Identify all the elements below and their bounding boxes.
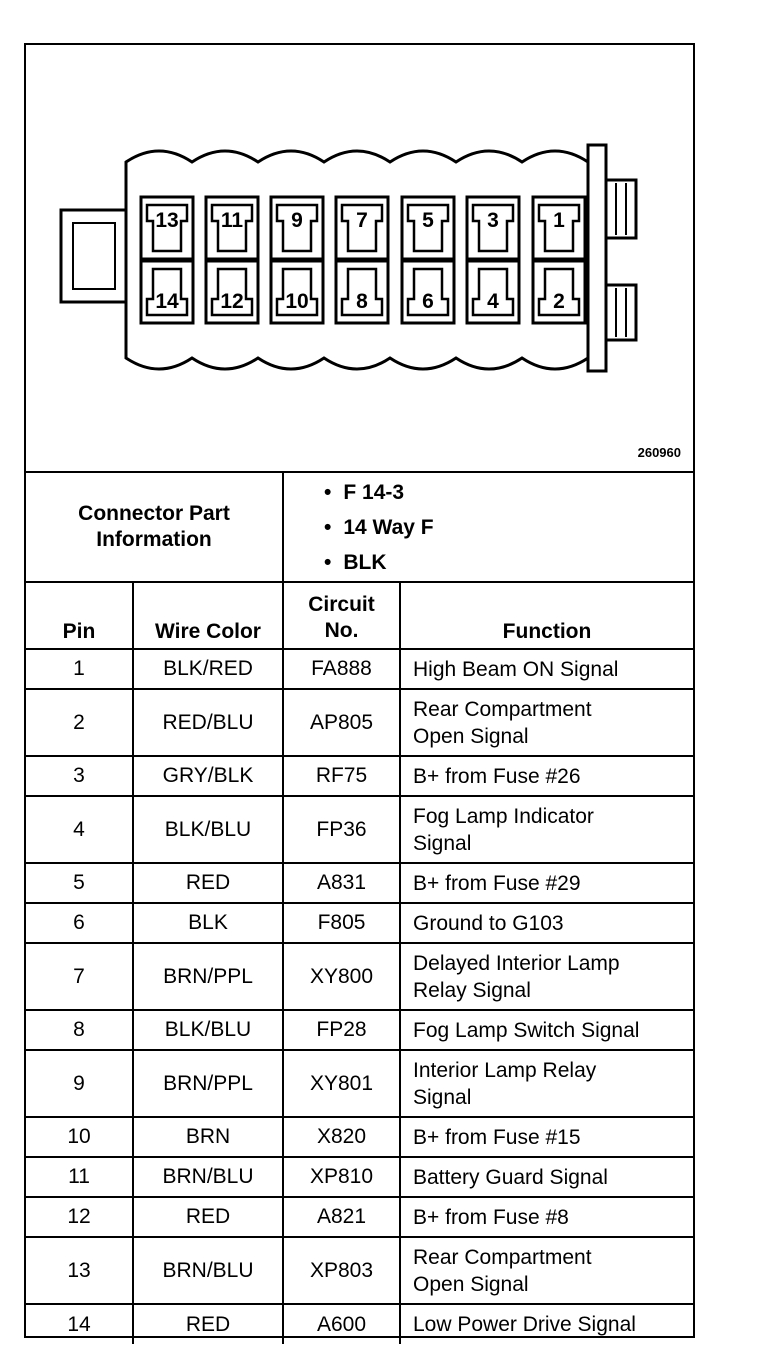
function-line: Open Signal — [413, 1272, 529, 1296]
circuit-cell: F805 — [283, 903, 400, 943]
wire-color-cell: BLK/BLU — [133, 1010, 283, 1050]
pin-number-label: 5 — [422, 209, 434, 232]
header-circuit-line1: Circuit — [308, 593, 375, 616]
wire-color-cell: BLK/RED — [133, 649, 283, 689]
function-line: Signal — [413, 831, 472, 855]
circuit-cell: A831 — [283, 863, 400, 903]
pin-number-label: 14 — [155, 290, 179, 313]
pin-number-label: 8 — [356, 290, 368, 313]
function-line: Interior Lamp Relay — [413, 1058, 597, 1082]
connector-info-label-line2: Information — [96, 528, 212, 551]
table-row — [26, 1304, 693, 1344]
pin-cavity-14 — [141, 261, 193, 323]
function-line: Fog Lamp Indicator — [413, 804, 594, 828]
function-cell — [400, 1157, 693, 1197]
circuit-cell: FP36 — [283, 796, 400, 863]
function-cell — [400, 1117, 693, 1157]
wire-color-cell: BRN/BLU — [133, 1157, 283, 1197]
wire-color-cell: BLK/BLU — [133, 796, 283, 863]
table-row — [26, 863, 693, 903]
pin-number-label: 11 — [220, 209, 244, 232]
table-row — [26, 943, 693, 1010]
pin-cell: 7 — [26, 943, 133, 1010]
function-line: Signal — [413, 1085, 472, 1109]
pin-cavity-13 — [141, 197, 193, 259]
pin-cavity-4 — [467, 261, 519, 323]
circuit-cell: XP810 — [283, 1157, 400, 1197]
function-cell — [400, 689, 693, 756]
header-function: Function — [400, 582, 693, 649]
wire-color-cell: BRN/PPL — [133, 943, 283, 1010]
pin-cell: 2 — [26, 689, 133, 756]
function-line: Delayed Interior Lamp — [413, 951, 620, 975]
header-circuit-line2: No. — [324, 619, 359, 642]
pin-cell: 14 — [26, 1304, 133, 1344]
connector-info-label — [26, 472, 283, 582]
pin-number-label: 4 — [487, 290, 499, 313]
function-line: B+ from Fuse #8 — [413, 1205, 569, 1229]
function-cell — [400, 943, 693, 1010]
wire-color-cell: RED — [133, 1197, 283, 1237]
circuit-cell: FA888 — [283, 649, 400, 689]
function-cell — [400, 1010, 693, 1050]
pin-cavity-12 — [206, 261, 258, 323]
header-circuit-no — [283, 582, 400, 649]
circuit-cell: XP803 — [283, 1237, 400, 1304]
function-line: Ground to G103 — [413, 911, 564, 935]
wire-color-cell: RED — [133, 863, 283, 903]
function-line: B+ from Fuse #29 — [413, 871, 581, 895]
connector-info-label-line1: Connector Part — [78, 502, 230, 525]
function-cell — [400, 863, 693, 903]
function-line: Open Signal — [413, 724, 529, 748]
wire-color-cell: RED — [133, 1304, 283, 1344]
pin-number-label: 3 — [487, 209, 499, 232]
circuit-cell: A821 — [283, 1197, 400, 1237]
pin-cell: 11 — [26, 1157, 133, 1197]
function-line: Low Power Drive Signal — [413, 1313, 636, 1336]
pin-cavity-9 — [271, 197, 323, 259]
function-cell — [400, 1237, 693, 1304]
table-row — [26, 796, 693, 863]
pin-cavity-2 — [533, 261, 585, 323]
table-row — [26, 1010, 693, 1050]
pin-number-label: 12 — [220, 290, 244, 313]
pin-cell: 9 — [26, 1050, 133, 1117]
pin-number-label: 10 — [285, 290, 309, 313]
function-cell — [400, 756, 693, 796]
function-line: Fog Lamp Switch Signal — [413, 1018, 640, 1042]
function-line: Relay Signal — [413, 978, 531, 1002]
connector-sheet — [24, 43, 695, 1338]
function-cell — [400, 903, 693, 943]
pin-cavity-8 — [336, 261, 388, 323]
wire-color-cell: BRN/PPL — [133, 1050, 283, 1117]
wire-color-cell: BRN — [133, 1117, 283, 1157]
function-cell — [400, 1050, 693, 1117]
connector-face-drawing — [26, 45, 693, 471]
pin-cell: 10 — [26, 1117, 133, 1157]
circuit-cell: AP805 — [283, 689, 400, 756]
function-line: B+ from Fuse #15 — [413, 1125, 581, 1149]
function-line: Rear Compartment — [413, 1245, 592, 1269]
wire-color-cell: GRY/BLK — [133, 756, 283, 796]
pin-number-label: 13 — [155, 209, 179, 232]
table-row — [26, 689, 693, 756]
function-line: Battery Guard Signal — [413, 1165, 608, 1189]
pin-cell: 12 — [26, 1197, 133, 1237]
pin-cavity-3 — [467, 197, 519, 259]
pin-cell: 3 — [26, 756, 133, 796]
function-cell — [400, 649, 693, 689]
function-line: B+ from Fuse #26 — [413, 764, 581, 788]
pin-number-label: 9 — [291, 209, 303, 232]
pin-cavity-10 — [271, 261, 323, 323]
function-line: Rear Compartment — [413, 697, 592, 721]
pin-number-label: 1 — [553, 209, 565, 232]
header-wire-color: Wire Color — [133, 582, 283, 649]
pin-cell: 4 — [26, 796, 133, 863]
connector-info-details — [283, 472, 693, 582]
function-cell — [400, 1304, 693, 1344]
pin-cavity-6 — [402, 261, 454, 323]
circuit-cell: XY800 — [283, 943, 400, 1010]
pin-cavity-11 — [206, 197, 258, 259]
table-row — [26, 649, 693, 689]
connector-detail-item: • F 14-3 — [324, 475, 693, 510]
table-row — [26, 756, 693, 796]
pin-cell: 1 — [26, 649, 133, 689]
pin-cell: 13 — [26, 1237, 133, 1304]
connector-detail-item: • BLK — [324, 545, 693, 580]
connector-info-row — [26, 472, 693, 582]
pin-number-label: 7 — [356, 209, 368, 232]
connector-detail-item: • 14 Way F — [324, 510, 693, 545]
circuit-cell: FP28 — [283, 1010, 400, 1050]
function-cell — [400, 796, 693, 863]
circuit-cell: X820 — [283, 1117, 400, 1157]
circuit-cell: XY801 — [283, 1050, 400, 1117]
table-row — [26, 1157, 693, 1197]
wire-color-cell: RED/BLU — [133, 689, 283, 756]
pin-number-label: 2 — [553, 290, 565, 313]
figure-id: 260960 — [637, 445, 681, 460]
header-pin: Pin — [26, 582, 133, 649]
circuit-cell: A600 — [283, 1304, 400, 1344]
table-header-row — [26, 582, 693, 649]
pin-cavity-7 — [336, 197, 388, 259]
connector-diagram — [26, 45, 693, 471]
table-row — [26, 1237, 693, 1304]
table-row — [26, 1197, 693, 1237]
table-row — [26, 1050, 693, 1117]
table-row — [26, 1117, 693, 1157]
pin-cavity-5 — [402, 197, 454, 259]
table-row — [26, 903, 693, 943]
pin-cavity-1 — [533, 197, 585, 259]
pin-cell: 8 — [26, 1010, 133, 1050]
pin-cell: 5 — [26, 863, 133, 903]
wire-color-cell: BRN/BLU — [133, 1237, 283, 1304]
function-cell — [400, 1197, 693, 1237]
pin-cell: 6 — [26, 903, 133, 943]
connector-table — [26, 471, 693, 1344]
circuit-cell: RF75 — [283, 756, 400, 796]
function-line: High Beam ON Signal — [413, 657, 619, 681]
wire-color-cell: BLK — [133, 903, 283, 943]
pin-number-label: 6 — [422, 290, 434, 313]
